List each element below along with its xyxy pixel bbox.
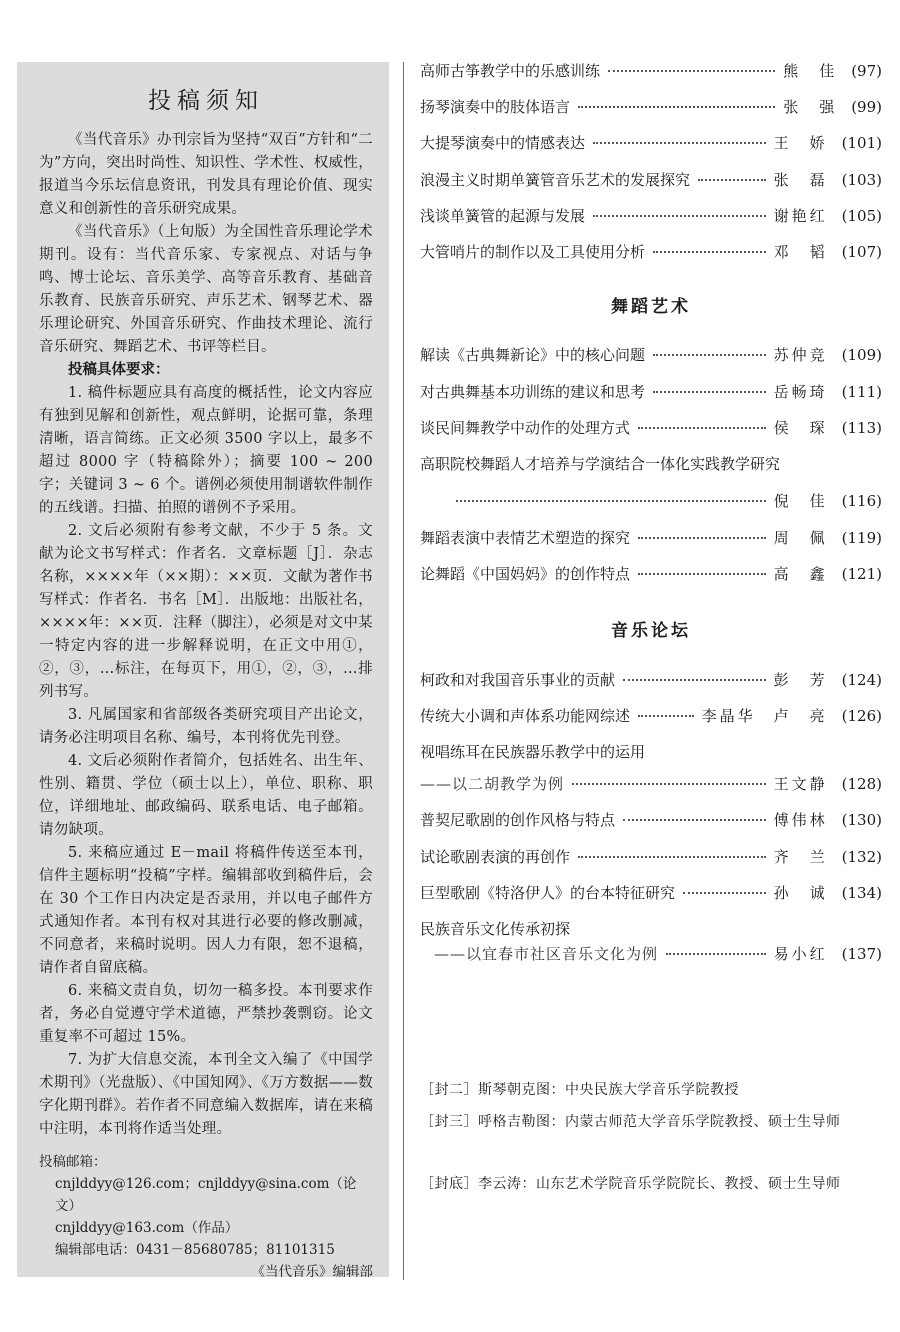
- toc-entry-title: 谈民间舞教学中动作的处理方式: [420, 419, 631, 437]
- toc-entry[interactable]: [420, 417, 882, 441]
- toc-entry-title: 大提琴演奏中的情感表达: [420, 134, 586, 152]
- toc-entry[interactable]: [420, 241, 882, 265]
- toc-entry-title-line[interactable]: [420, 453, 882, 477]
- toc-entry-page: (119): [841, 529, 882, 547]
- toc-entry-title: 对古典舞基本功训练的建议和思考: [420, 383, 646, 401]
- toc-entry[interactable]: [420, 381, 882, 405]
- toc-entry-title: 浅谈单簧管的起源与发展: [420, 207, 586, 225]
- contact-heading: 投稿邮箱：: [39, 1154, 107, 1170]
- toc-entry-page: (111): [841, 383, 882, 401]
- cover-credit-label: ［封二］: [420, 1082, 478, 1098]
- toc-entry-page: (107): [841, 243, 882, 261]
- requirements-heading: 投稿具体要求：: [68, 362, 170, 378]
- toc-entry-page: (113): [841, 419, 882, 437]
- toc-entry-author: 高 鑫: [773, 565, 828, 583]
- cover-credit-text: 李云涛：山东艺术学院音乐学院院长、教授、硕士生导师: [478, 1176, 841, 1192]
- leader-dots: [653, 354, 766, 356]
- leader-dots: [578, 106, 775, 108]
- toc-entry-title: 大管哨片的制作以及工具使用分析: [420, 243, 646, 261]
- leader-dots: [638, 573, 766, 575]
- toc-entry-author: 熊 佳: [783, 62, 838, 80]
- leader-dots: [572, 783, 766, 785]
- toc-entry[interactable]: [420, 563, 882, 587]
- toc-entry-title: 视唱练耳在民族器乐教学中的运用: [420, 743, 646, 761]
- requirement-item: 5. 来稿应通过 E－mail 将稿件传送至本刊，信件主题标明“投稿”字样。编辑部收到稿件后，会在 30 个工作日内决定是否录用，并以电子邮件方式通知作者。本刊有权对其进行必要的修改删减，不同意者，来稿时说明。因人力有限，恕不退稿，请作者自留底稿。: [39, 845, 373, 976]
- cover-credit: [420, 1172, 892, 1197]
- requirement-item: 2. 文后必须附有参考文献，不少于 5 条。文献为论文书写样式：作者名．文章标题［J］．杂志名称，××××年（××期）：××页．文献为著作书写样式：作者名．书名［M］．出版地：出版社名，××××年：××页．注释（脚注），必须是对文中某一特定内容的进一步解释说明，在正文中用①，②，③，…标注，在每页下，用①，②，③，…排列书写。: [39, 523, 373, 700]
- toc-entry-page: (132): [841, 848, 882, 866]
- toc-entry-page: (101): [841, 134, 882, 152]
- toc-entry-author: 周 佩: [773, 529, 828, 547]
- contact-phone: 编辑部电话：0431－85680785；81101315: [55, 1242, 335, 1258]
- toc-entry[interactable]: [420, 846, 882, 870]
- column-divider: [403, 62, 404, 1280]
- toc-entry-page: (99): [851, 98, 882, 116]
- cover-credit-label: ［封三］: [420, 1114, 478, 1130]
- toc-entry-detail-line[interactable]: [420, 943, 882, 967]
- leader-dots: [653, 391, 766, 393]
- leader-dots: [638, 427, 766, 429]
- cover-credit-label: ［封底］: [420, 1176, 478, 1192]
- toc-entry[interactable]: [420, 96, 882, 120]
- toc-entry[interactable]: [420, 169, 882, 193]
- toc-entry-detail-line[interactable]: [420, 773, 882, 797]
- notice-intro-paragraph: 《当代音乐》办刊宗旨为坚持“双百”方针和“二为”方向，突出时尚性、知识性、学术性、权威性，报道当今乐坛信息资讯，刊发具有理论价值、现实意义和创新性的音乐研究成果。: [39, 132, 373, 217]
- toc-entry[interactable]: [420, 809, 882, 833]
- cover-credit: [420, 1110, 892, 1135]
- toc-entry-author: 孙 诚: [773, 884, 828, 902]
- toc-entry-author: 齐 兰: [773, 848, 828, 866]
- toc-entry[interactable]: [420, 705, 882, 729]
- toc-entry-title-line[interactable]: [420, 918, 882, 942]
- leader-dots: [666, 953, 766, 955]
- requirement-item: 3. 凡属国家和省部级各类研究项目产出论文，请务必注明项目名称、编号，本刊将优先刊登。: [39, 707, 373, 746]
- toc-entry-author: 倪 佳: [773, 492, 828, 510]
- toc-entry-title: 浪漫主义时期单簧管音乐艺术的发展探究: [420, 171, 691, 189]
- toc-entry-title: 试论歌剧表演的再创作: [420, 848, 571, 866]
- toc-entry[interactable]: [420, 60, 882, 84]
- section-heading-music-forum: 音乐论坛: [611, 621, 691, 641]
- leader-dots: [456, 500, 766, 502]
- leader-dots: [653, 251, 766, 253]
- toc-entry-author: 邓 韬: [773, 243, 828, 261]
- leader-dots: [578, 856, 766, 858]
- leader-dots: [608, 70, 775, 72]
- toc-entry-author: 张 磊: [773, 171, 828, 189]
- toc-entry[interactable]: [420, 344, 882, 368]
- leader-dots: [623, 819, 766, 821]
- leader-dots: [638, 537, 766, 539]
- requirement-item: 4. 文后必须附作者简介，包括姓名、出生年、性别、籍贯、学位（硕士以上），单位、职称、职位，详细地址、邮政编码、联系电话、电子邮箱。请勿缺项。: [39, 753, 373, 838]
- toc-entry-page: (109): [841, 346, 882, 364]
- leader-dots: [623, 679, 766, 681]
- toc-entry-page: (137): [841, 945, 882, 963]
- leader-dots: [683, 892, 766, 894]
- toc-entry-title: 舞蹈表演中表情艺术塑造的探究: [420, 529, 631, 547]
- cover-credit-text: 呼格吉勒图：内蒙古师范大学音乐学院教授、硕士生导师: [478, 1114, 841, 1130]
- leader-dots: [593, 142, 766, 144]
- toc-entry-subtitle: ——以宜春市社区音乐文化为例: [434, 945, 659, 963]
- toc-entry-title: 巨型歌剧《特洛伊人》的台本特征研究: [420, 884, 676, 902]
- toc-entry-author: 苏仲竞: [773, 346, 828, 364]
- requirement-item: 6. 来稿文责自负，切勿一稿多投。本刊要求作者，务必自觉遵守学术道德，严禁抄袭剽窃。论文重复率不可超过 15%。: [39, 983, 373, 1045]
- toc-entry-author: 谢艳红: [773, 207, 828, 225]
- toc-entry-author: 张 强: [783, 98, 838, 116]
- toc-entry-author: 傅伟林: [773, 811, 828, 829]
- leader-dots: [698, 179, 766, 181]
- toc-entry-page: (130): [841, 811, 882, 829]
- toc-entry-author: 彭 芳: [773, 671, 828, 689]
- toc-entry-title: 扬琴演奏中的肢体语言: [420, 98, 571, 116]
- toc-entry-title: 民族音乐文化传承初探: [420, 920, 571, 938]
- toc-entry-page: (105): [841, 207, 882, 225]
- notice-title: 投稿须知: [148, 88, 264, 114]
- toc-entry-author: 李晶华 卢 亮: [701, 707, 828, 725]
- toc-entry-subtitle: ——以二胡教学为例: [420, 775, 565, 793]
- toc-entry-page: (121): [841, 565, 882, 583]
- toc-entry-page: (124): [841, 671, 882, 689]
- toc-entry-title: 高师古筝教学中的乐感训练: [420, 62, 601, 80]
- toc-entry-page: (134): [841, 884, 882, 902]
- requirement-item: 7. 为扩大信息交流，本刊全文入编了《中国学术期刊》（光盘版）、《中国知网》、《万方数据——数字化期刊群》。若作者不同意编入数据库，请在来稿中注明，本刊将作适当处理。: [39, 1052, 373, 1137]
- toc-entry-author: 王文静: [773, 775, 828, 793]
- cover-credit: [420, 1078, 892, 1103]
- toc-entry-detail-line[interactable]: [420, 490, 882, 514]
- toc-entry-title: 柯政和对我国音乐事业的贡献: [420, 671, 616, 689]
- toc-entry-title: 解读《古典舞新论》中的核心问题: [420, 346, 646, 364]
- toc-entry-title: 论舞蹈《中国妈妈》的创作特点: [420, 565, 631, 583]
- cover-credit-text: 斯琴朝克图：中央民族大学音乐学院教授: [478, 1082, 739, 1098]
- toc-entry-page: (126): [841, 707, 882, 725]
- toc-entry-author: 岳畅琦: [773, 383, 828, 401]
- requirement-item: 1. 稿件标题应具有高度的概括性，论文内容应有独到见解和创新性，观点鲜明，论据可靠，条理清晰，语言简练。正文必须 3500 字以上，最多不超过 8000 字（特稿除外）；摘要 100 ~ 200 字；关键词 3 ~ 6 个。谱例必须使用制谱软件制作的五线谱。扫描、拍照的谱例不予采用。: [39, 385, 373, 516]
- toc-entry-author: 王 娇: [773, 134, 828, 152]
- leader-dots: [638, 715, 694, 717]
- toc-entry-title: 普契尼歌剧的创作风格与特点: [420, 811, 616, 829]
- toc-entry-page: (128): [841, 775, 882, 793]
- toc-entry-title: 高职院校舞蹈人才培养与学演结合一体化实践教学研究: [420, 455, 781, 473]
- toc-entry-author: 侯 琛: [773, 419, 828, 437]
- toc-entry[interactable]: [420, 205, 882, 229]
- submission-notice-box: [17, 62, 389, 1280]
- toc-entry-page: (116): [841, 492, 882, 510]
- contact-email-papers: cnjlddyy@126.com；cnjlddyy@sina.com（论文）: [55, 1176, 357, 1214]
- toc-entry[interactable]: [420, 669, 882, 693]
- editorial-signature: 《当代音乐》编辑部: [251, 1264, 373, 1280]
- toc-entry-author: 易小红: [773, 945, 828, 963]
- leader-dots: [593, 215, 766, 217]
- toc-entry-title: 传统大小调和声体系功能网综述: [420, 707, 631, 725]
- contact-email-works: cnjlddyy@163.com（作品）: [55, 1220, 239, 1236]
- toc-entry-page: (103): [841, 171, 882, 189]
- toc-entry[interactable]: [420, 527, 882, 551]
- notice-columns-paragraph: 《当代音乐》（上旬版）为全国性音乐理论学术期刊。设有：当代音乐家、专家视点、对话与争鸣、博士论坛、音乐美学、高等音乐教育、基础音乐教育、民族音乐研究、声乐艺术、钢琴艺术、器乐理论研究、外国音乐研究、作曲技术理论、流行音乐研究、舞蹈艺术、书评等栏目。: [39, 224, 373, 355]
- toc-entry-title-line[interactable]: [420, 741, 882, 765]
- toc-entry[interactable]: [420, 882, 882, 906]
- section-heading-dance: 舞蹈艺术: [611, 297, 691, 317]
- toc-entry[interactable]: [420, 132, 882, 156]
- toc-entry-page: (97): [851, 62, 882, 80]
